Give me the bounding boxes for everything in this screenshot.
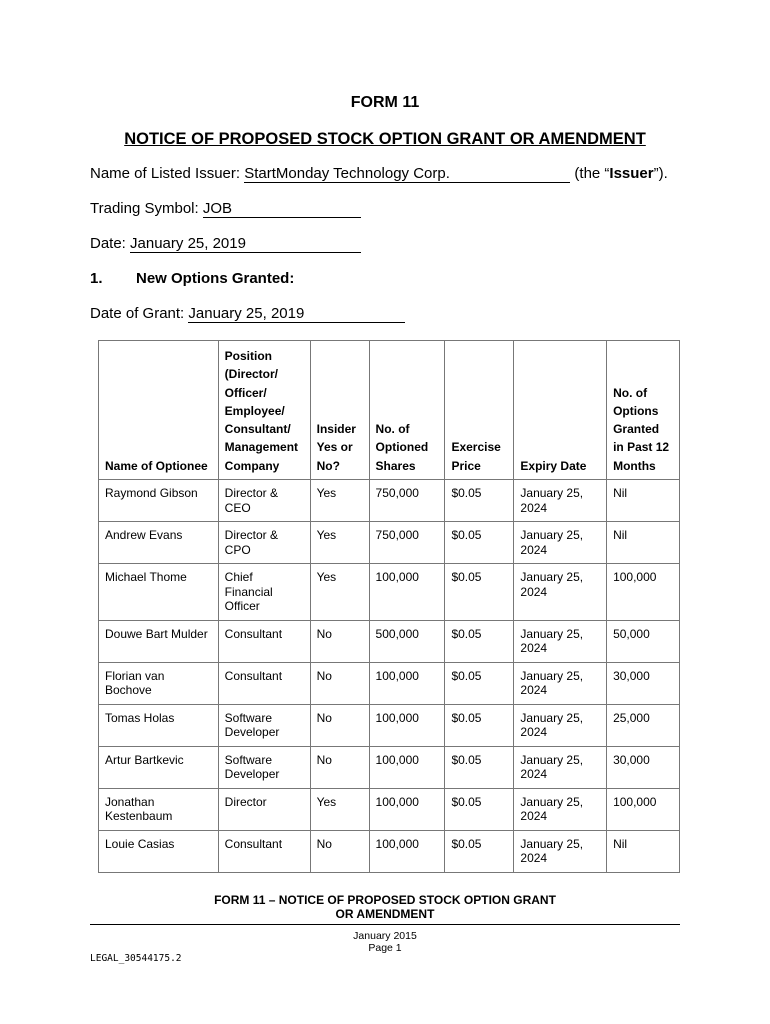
cell-line: 25,000 xyxy=(613,710,650,725)
cell-line: 2024 xyxy=(520,809,548,824)
cell-line: Jonathan xyxy=(105,794,155,809)
cell-line: Florian van xyxy=(105,668,165,683)
cell-line: January 25, xyxy=(520,752,584,767)
cell-line: Developer xyxy=(224,725,280,740)
date-of-grant-label: Date of Grant: xyxy=(90,305,189,322)
column-header-line: Granted xyxy=(613,422,660,437)
cell-line: 100,000 xyxy=(613,570,657,585)
table-header-row xyxy=(99,341,680,480)
table-row xyxy=(99,564,680,621)
cell-line: Bochove xyxy=(105,683,152,698)
cell-line: $0.05 xyxy=(451,836,482,851)
cell-name xyxy=(99,830,219,872)
cell-line: No xyxy=(316,668,332,683)
cell-line: 2024 xyxy=(520,767,548,782)
cell-line: Director & xyxy=(224,528,279,543)
cell-line: No xyxy=(316,626,332,641)
cell-optioned-shares xyxy=(369,480,445,522)
cell-expiry-date xyxy=(514,662,607,704)
cell-expiry-date xyxy=(514,620,607,662)
cell-line: $0.05 xyxy=(451,528,482,543)
cell-line: 100,000 xyxy=(375,570,419,585)
cell-line: January 25, xyxy=(520,528,584,543)
column-header-line: Optioned xyxy=(375,440,429,455)
table-row xyxy=(99,522,680,564)
cell-line: 30,000 xyxy=(613,752,650,767)
cell-exercise-price xyxy=(445,564,514,621)
cell-line: Tomas Holas xyxy=(105,710,175,725)
cell-options-past-12-months xyxy=(607,788,680,830)
cell-expiry-date xyxy=(514,704,607,746)
cell-line: 100,000 xyxy=(613,794,657,809)
cell-exercise-price xyxy=(445,522,514,564)
cell-name xyxy=(99,704,219,746)
issuer-suffix-pre: (the “ xyxy=(574,165,610,182)
cell-optioned-shares xyxy=(369,662,445,704)
footer-meta xyxy=(0,930,770,954)
cell-position xyxy=(218,564,310,621)
cell-line: Officer xyxy=(224,599,260,614)
date-of-grant-line xyxy=(90,305,405,323)
cell-insider xyxy=(310,564,369,621)
column-header-line: Exercise xyxy=(451,440,501,455)
cell-expiry-date xyxy=(514,564,607,621)
cell-line: January 25, xyxy=(520,486,584,501)
cell-insider xyxy=(310,620,369,662)
column-header-line: Options xyxy=(613,403,659,418)
cell-line: 30,000 xyxy=(613,668,650,683)
cell-line: Consultant xyxy=(224,626,283,641)
cell-line: CEO xyxy=(224,500,251,515)
cell-name xyxy=(99,480,219,522)
cell-line: Software xyxy=(224,752,273,767)
cell-line: Kestenbaum xyxy=(105,809,173,824)
cell-line: No xyxy=(316,836,332,851)
column-header-optioned-shares xyxy=(369,341,445,480)
cell-line: Andrew Evans xyxy=(105,528,183,543)
cell-line: 2024 xyxy=(520,683,548,698)
cell-name xyxy=(99,620,219,662)
cell-options-past-12-months xyxy=(607,662,680,704)
issuer-name-field: StartMonday Technology Corp. xyxy=(244,165,570,183)
cell-insider xyxy=(310,480,369,522)
cell-position xyxy=(218,704,310,746)
table-body xyxy=(99,480,680,873)
cell-line: January 25, xyxy=(520,626,584,641)
cell-options-past-12-months xyxy=(607,480,680,522)
footer-divider xyxy=(90,924,680,925)
table-row xyxy=(99,746,680,788)
cell-insider xyxy=(310,788,369,830)
options-table xyxy=(98,340,680,873)
table-row xyxy=(99,704,680,746)
column-header-line: Shares xyxy=(375,458,416,473)
footer-page-number: Page 1 xyxy=(368,942,402,954)
trading-symbol-line xyxy=(90,200,361,218)
cell-line: 100,000 xyxy=(375,752,419,767)
table-row xyxy=(99,620,680,662)
cell-line: 2024 xyxy=(520,725,548,740)
column-header-line: Months xyxy=(613,458,656,473)
cell-line: 2024 xyxy=(520,851,548,866)
column-header-line: No? xyxy=(316,458,340,473)
cell-line: No xyxy=(316,752,332,767)
issuer-line xyxy=(90,165,668,183)
column-header-line: Position xyxy=(224,349,273,363)
cell-line: January 25, xyxy=(520,570,584,585)
cell-exercise-price xyxy=(445,788,514,830)
column-header-position xyxy=(218,341,310,480)
cell-position xyxy=(218,830,310,872)
column-header-line: in Past 12 xyxy=(613,440,670,455)
cell-expiry-date xyxy=(514,788,607,830)
cell-line: Nil xyxy=(613,528,628,543)
footer-title-line2: OR AMENDMENT xyxy=(335,907,435,921)
cell-options-past-12-months xyxy=(607,704,680,746)
cell-line: January 25, xyxy=(520,668,584,683)
cell-options-past-12-months xyxy=(607,830,680,872)
cell-line: 100,000 xyxy=(375,710,419,725)
cell-position xyxy=(218,522,310,564)
cell-options-past-12-months xyxy=(607,620,680,662)
cell-exercise-price xyxy=(445,704,514,746)
cell-line: 100,000 xyxy=(375,794,419,809)
cell-line: Michael Thome xyxy=(105,570,187,585)
cell-line: 2024 xyxy=(520,542,548,557)
column-header-line: Insider xyxy=(316,422,356,437)
cell-insider xyxy=(310,522,369,564)
cell-line: 100,000 xyxy=(375,668,419,683)
column-header-expiry-date xyxy=(514,341,607,480)
cell-line: Raymond Gibson xyxy=(105,486,198,501)
footer-title xyxy=(0,893,770,921)
cell-line: January 25, xyxy=(520,836,584,851)
cell-line: Yes xyxy=(316,486,337,501)
cell-line: Chief xyxy=(224,570,253,585)
cell-line: $0.05 xyxy=(451,570,482,585)
cell-exercise-price xyxy=(445,830,514,872)
cell-line: Developer xyxy=(224,767,280,782)
table-row xyxy=(99,662,680,704)
issuer-suffix-bold: Issuer xyxy=(609,165,654,182)
section-number: 1. xyxy=(90,270,103,287)
cell-optioned-shares xyxy=(369,522,445,564)
cell-line: January 25, xyxy=(520,710,584,725)
cell-optioned-shares xyxy=(369,788,445,830)
document-id: LEGAL_30544175.2 xyxy=(90,953,182,964)
column-header-line: Company xyxy=(224,458,280,473)
cell-name xyxy=(99,746,219,788)
cell-expiry-date xyxy=(514,830,607,872)
column-header-line: Yes or xyxy=(316,440,353,455)
cell-line: $0.05 xyxy=(451,626,482,641)
cell-optioned-shares xyxy=(369,830,445,872)
column-header-line: Employee/ xyxy=(224,403,285,418)
cell-line: $0.05 xyxy=(451,486,482,501)
cell-line: 2024 xyxy=(520,641,548,656)
cell-position xyxy=(218,620,310,662)
trading-symbol-field: JOB xyxy=(203,200,361,218)
date-label: Date: xyxy=(90,235,131,252)
cell-options-past-12-months xyxy=(607,564,680,621)
date-line xyxy=(90,235,361,253)
footer-date: January 2015 xyxy=(353,930,417,942)
date-of-grant-field: January 25, 2019 xyxy=(188,305,405,323)
cell-line: No xyxy=(316,710,332,725)
cell-line: Director & xyxy=(224,486,279,501)
cell-insider xyxy=(310,704,369,746)
cell-name xyxy=(99,788,219,830)
cell-line: 750,000 xyxy=(375,486,419,501)
column-header-line: Consultant/ xyxy=(224,422,291,437)
cell-line: $0.05 xyxy=(451,710,482,725)
cell-exercise-price xyxy=(445,620,514,662)
cell-name xyxy=(99,662,219,704)
cell-optioned-shares xyxy=(369,620,445,662)
table-row xyxy=(99,788,680,830)
cell-line: January 25, xyxy=(520,794,584,809)
cell-line: Douwe Bart Mulder xyxy=(105,626,208,641)
cell-name xyxy=(99,564,219,621)
cell-line: 750,000 xyxy=(375,528,419,543)
cell-line: 50,000 xyxy=(613,626,650,641)
cell-line: Artur Bartkevic xyxy=(105,752,184,767)
cell-line: Consultant xyxy=(224,836,283,851)
date-field: January 25, 2019 xyxy=(130,235,361,253)
column-header-line: Name of Optionee xyxy=(105,458,208,473)
cell-position xyxy=(218,480,310,522)
cell-insider xyxy=(310,830,369,872)
column-header-line: Expiry Date xyxy=(520,458,587,473)
cell-exercise-price xyxy=(445,746,514,788)
cell-position xyxy=(218,746,310,788)
form-number: FORM 11 xyxy=(350,94,420,111)
section-heading xyxy=(90,270,294,287)
cell-position xyxy=(218,662,310,704)
cell-line: Louie Casias xyxy=(105,836,175,851)
footer-title-line1: FORM 11 – NOTICE OF PROPOSED STOCK OPTION GRANT xyxy=(214,893,556,907)
cell-line: Yes xyxy=(316,528,337,543)
column-header-line: (Director/ xyxy=(224,367,279,382)
column-header-line: No. of xyxy=(613,385,648,400)
cell-line: Consultant xyxy=(224,668,283,683)
column-header-line: Officer/ xyxy=(224,385,267,400)
cell-line: CPO xyxy=(224,542,251,557)
cell-line: 500,000 xyxy=(375,626,419,641)
cell-insider xyxy=(310,746,369,788)
cell-line: 100,000 xyxy=(375,836,419,851)
table-row xyxy=(99,830,680,872)
issuer-label: Name of Listed Issuer: xyxy=(90,165,245,182)
cell-line: Financial xyxy=(224,584,273,599)
cell-line: Yes xyxy=(316,570,337,585)
trading-symbol-label: Trading Symbol: xyxy=(90,200,203,217)
issuer-suffix-post: ”). xyxy=(653,165,668,182)
cell-expiry-date xyxy=(514,480,607,522)
cell-optioned-shares xyxy=(369,564,445,621)
cell-options-past-12-months xyxy=(607,746,680,788)
column-header-insider xyxy=(310,341,369,480)
section-title: New Options Granted: xyxy=(136,270,295,287)
table-row xyxy=(99,480,680,522)
form-title: NOTICE OF PROPOSED STOCK OPTION GRANT OR AMENDMENT xyxy=(124,130,646,148)
cell-line: 2024 xyxy=(520,500,548,515)
column-header-name xyxy=(99,341,219,480)
column-header-options-past-12-months xyxy=(607,341,680,480)
cell-optioned-shares xyxy=(369,746,445,788)
cell-exercise-price xyxy=(445,662,514,704)
cell-line: Nil xyxy=(613,836,628,851)
cell-line: $0.05 xyxy=(451,794,482,809)
cell-line: Software xyxy=(224,710,273,725)
cell-insider xyxy=(310,662,369,704)
column-header-line: Management xyxy=(224,440,299,455)
cell-line: 2024 xyxy=(520,584,548,599)
cell-optioned-shares xyxy=(369,704,445,746)
cell-options-past-12-months xyxy=(607,522,680,564)
column-header-line: No. of xyxy=(375,422,410,437)
cell-line: Director xyxy=(224,794,267,809)
cell-position xyxy=(218,788,310,830)
cell-expiry-date xyxy=(514,746,607,788)
cell-name xyxy=(99,522,219,564)
cell-line: $0.05 xyxy=(451,668,482,683)
cell-expiry-date xyxy=(514,522,607,564)
column-header-line: Price xyxy=(451,458,481,473)
cell-exercise-price xyxy=(445,480,514,522)
cell-line: $0.05 xyxy=(451,752,482,767)
cell-line: Yes xyxy=(316,794,337,809)
cell-line: Nil xyxy=(613,486,628,501)
column-header-exercise-price xyxy=(445,341,514,480)
